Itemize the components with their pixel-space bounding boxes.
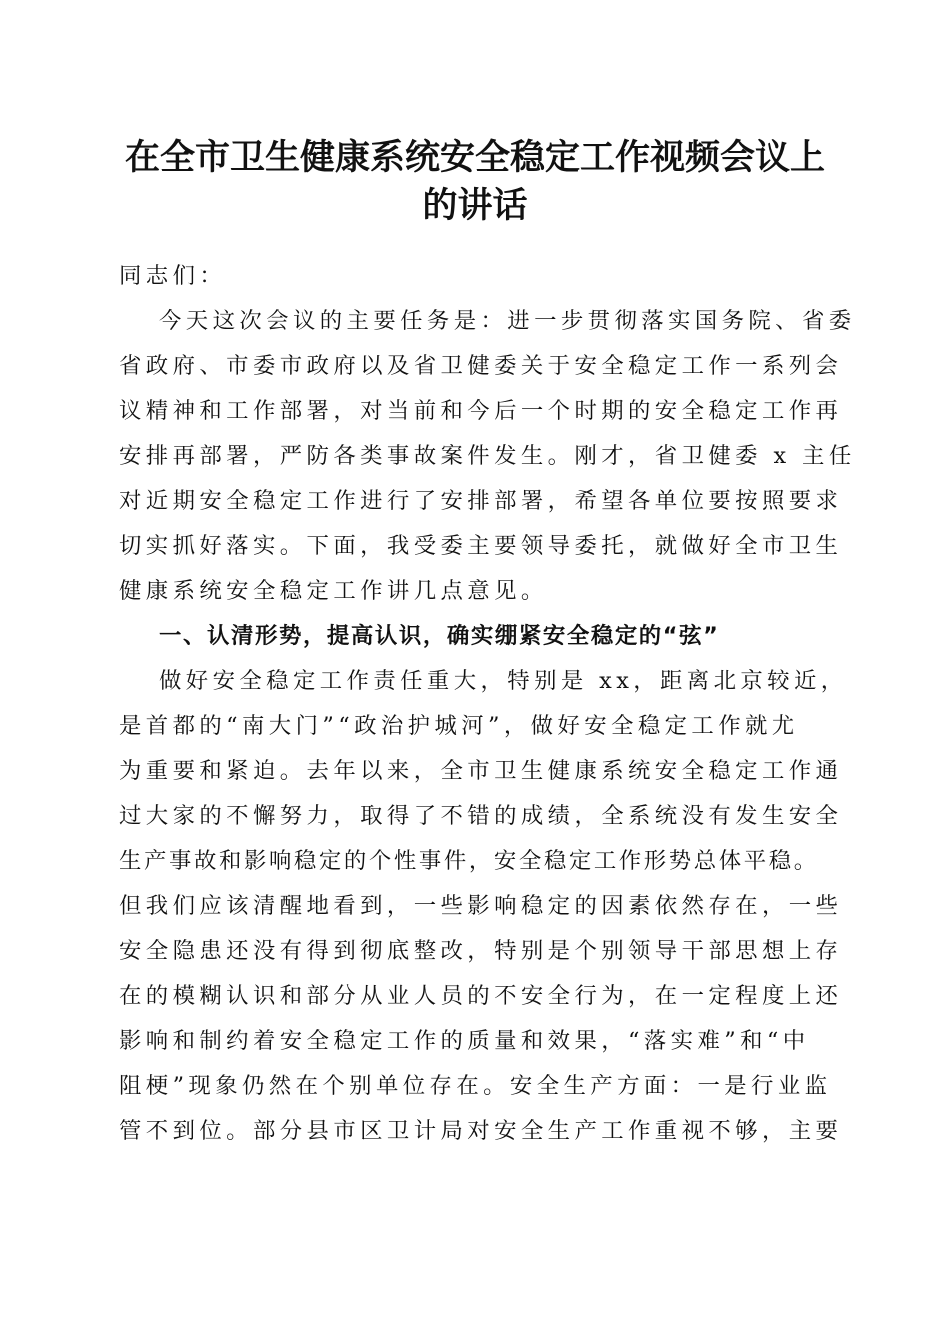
document-title xyxy=(110,134,840,230)
paragraph-line: 做好安全稳定工作责任重大，特别是 xx，距离北京较近， xyxy=(159,668,848,694)
paragraph-line: 今天这次会议的主要任务是：进一步贯彻落实国务院、省委 xyxy=(159,308,856,334)
paragraph-line: 管不到位。部分县市区卫计局对安全生产工作重视不够，主要 xyxy=(119,1118,843,1144)
title-line: 在全市卫生健康系统安全稳定工作视频会议上 xyxy=(124,137,825,178)
paragraph-line: 切实抓好落实。下面，我受委主要领导委托，就做好全市卫生 xyxy=(119,533,843,559)
title-line: 的讲话 xyxy=(422,185,528,226)
paragraph-line: 是首都的“南大门”“政治护城河”，做好安全稳定工作就尤 xyxy=(119,713,799,739)
paragraph-line: 对近期安全稳定工作进行了安排部署，希望各单位要按照要求 xyxy=(119,488,843,514)
salutation: 同志们： xyxy=(119,263,227,289)
section-heading: 一、认清形势，提高认识，确实绷紧安全稳定的“弦” xyxy=(159,623,720,649)
document-body xyxy=(119,254,856,1154)
paragraph-line: 阻梗”现象仍然在个别单位存在。安全生产方面：一是行业监 xyxy=(119,1073,832,1099)
paragraph-line: 生产事故和影响稳定的个性事件，安全稳定工作形势总体平稳。 xyxy=(119,848,819,874)
paragraph-line: 在的模糊认识和部分从业人员的不安全行为，在一定程度上还 xyxy=(119,983,843,1009)
paragraph-line: 但我们应该清醒地看到，一些影响稳定的因素依然存在，一些 xyxy=(119,893,843,919)
paragraph-line: 为重要和紧迫。去年以来，全市卫生健康系统安全稳定工作通 xyxy=(119,758,843,784)
paragraph-line: 影响和制约着安全稳定工作的质量和效果，“落实难”和“中 xyxy=(119,1028,810,1054)
paragraph-line: 安排再部署，严防各类事故案件发生。刚才，省卫健委 x 主任 xyxy=(119,443,856,469)
paragraph-line: 省政府、市委市政府以及省卫健委关于安全稳定工作一系列会 xyxy=(119,353,843,379)
paragraph-line: 安全隐患还没有得到彻底整改，特别是个别领导干部思想上存 xyxy=(119,938,843,964)
paragraph-line: 议精神和工作部署，对当前和今后一个时期的安全稳定工作再 xyxy=(119,398,843,424)
paragraph-line: 过大家的不懈努力，取得了不错的成绩，全系统没有发生安全 xyxy=(119,803,843,829)
paragraph-line: 健康系统安全稳定工作讲几点意见。 xyxy=(119,578,548,604)
